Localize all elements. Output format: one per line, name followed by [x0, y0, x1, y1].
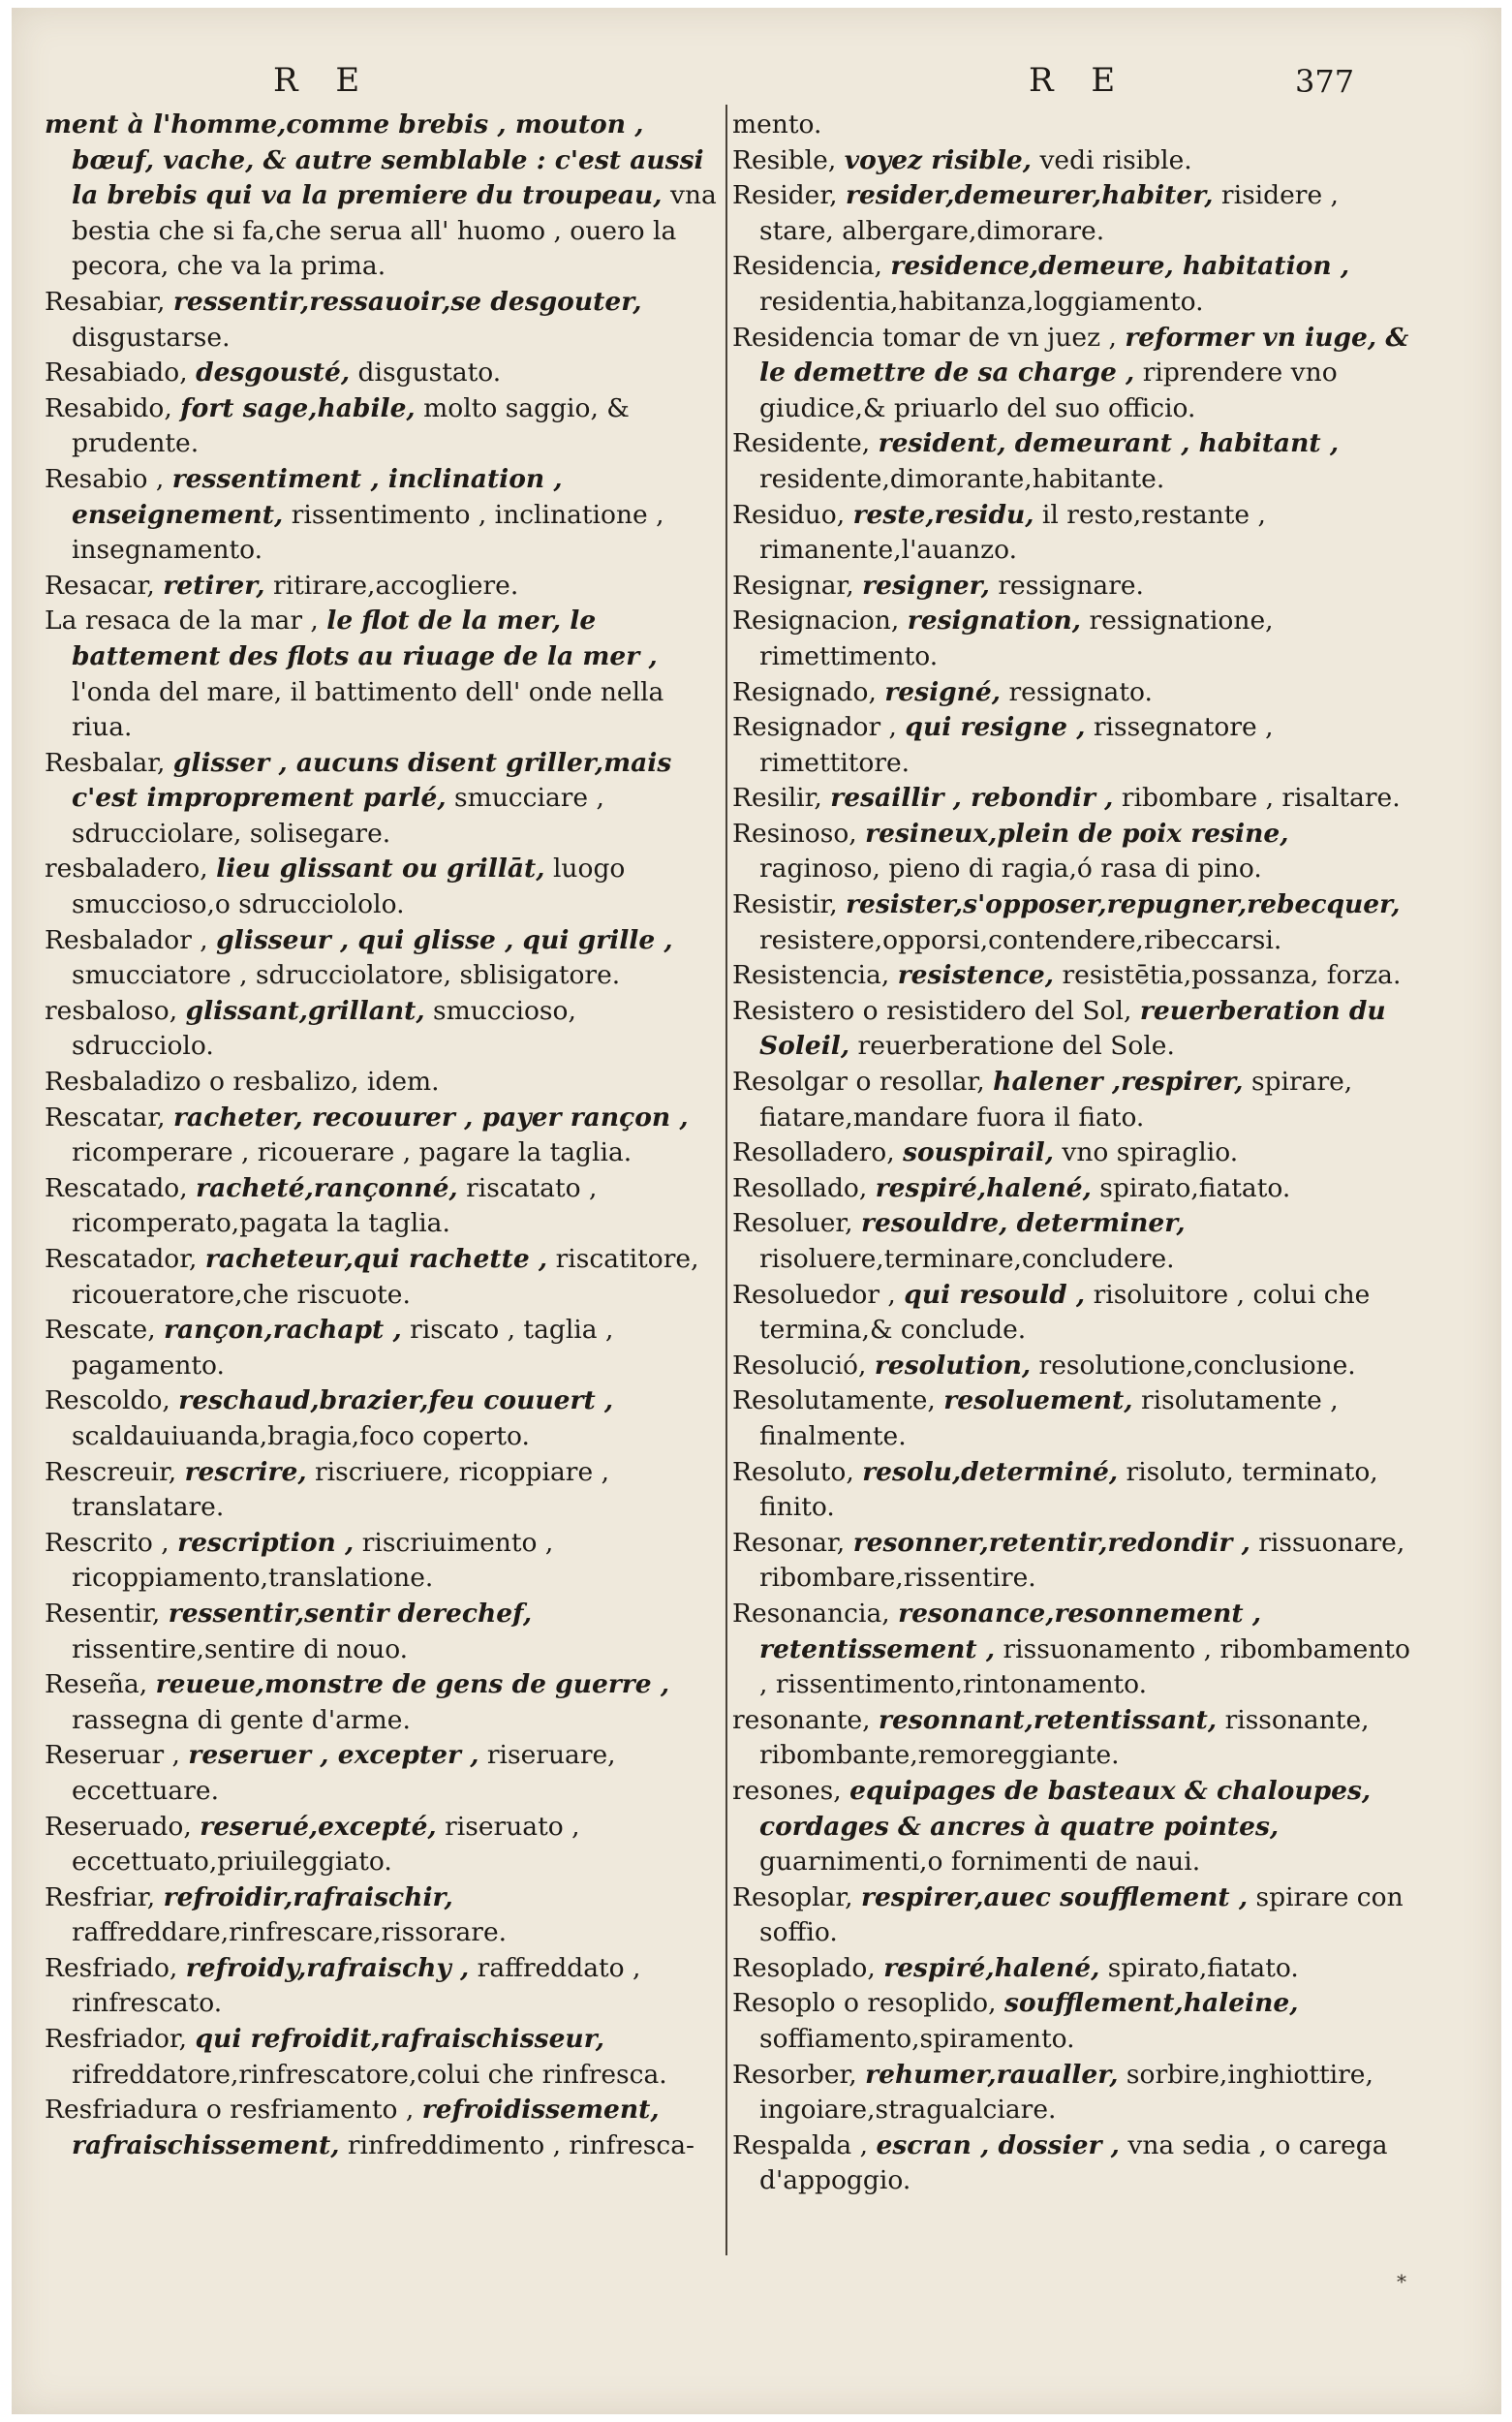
entry-italian: riscato , taglia , pagamento. — [72, 1315, 614, 1381]
dictionary-entry — [45, 108, 723, 285]
entry-french: resouldre, determiner, — [861, 1208, 1186, 1239]
dictionary-entry — [45, 1597, 723, 1667]
dictionary-entry — [45, 1738, 723, 1809]
entry-italian: raffreddare,rinfrescare,rissorare. — [72, 1917, 508, 1948]
entry-headword: Resonar, — [732, 1527, 846, 1558]
entry-french: qui resigne , — [905, 712, 1086, 743]
entry-headword: Rescatar, — [45, 1102, 166, 1133]
entry-italian: rassegna di gente d'arme. — [72, 1704, 411, 1735]
entry-italian: risolutamente , finalmente. — [759, 1385, 1339, 1451]
dictionary-entry — [732, 1703, 1410, 1774]
entry-headword: Rescatador, — [45, 1244, 198, 1274]
entry-headword: Rescate, — [45, 1315, 156, 1346]
entry-headword: Resolució, — [732, 1350, 867, 1381]
entry-italian: ressignare. — [998, 570, 1144, 601]
entry-italian: risoluitore , colui che termina,& conclude. — [759, 1279, 1371, 1346]
entry-headword: resones, — [732, 1775, 842, 1806]
entry-italian: sorbire,inghiottire, ingoiare,stragualciare. — [759, 2059, 1373, 2126]
entry-french: glisseur , qui glisse , qui grille , — [216, 924, 673, 955]
entry-italian: riseruare, eccettuare. — [72, 1740, 616, 1806]
dictionary-entry — [732, 143, 1410, 179]
entry-french: qui refroidit,rafraischisseur, — [195, 2024, 604, 2055]
entry-italian: smuccioso, sdrucciolo. — [72, 995, 576, 1062]
entry-french: racheteur,qui rachette , — [204, 1244, 548, 1274]
entry-italian: riprendere vno giudice,& priuarlo del suo officio. — [759, 357, 1338, 423]
entry-french: resister,s'opposer,repugner,rebecquer, — [846, 889, 1401, 920]
entry-french: fort sage,habile, — [180, 392, 416, 423]
dictionary-entry — [45, 1880, 723, 1951]
entry-french: rançon,rachapt , — [164, 1315, 402, 1346]
dictionary-entry — [732, 178, 1410, 249]
dictionary-entry — [732, 1880, 1410, 1951]
entry-headword: resbaladero, — [45, 854, 208, 885]
entry-headword: Respalda , — [732, 2129, 869, 2160]
dictionary-entry — [732, 1206, 1410, 1277]
page-number: 377 — [1295, 63, 1355, 100]
dictionary-entry — [732, 1171, 1410, 1207]
entry-french: resineux,plein de poix resine, — [865, 818, 1289, 849]
dictionary-entry — [45, 923, 723, 994]
entry-italian: risidere , stare, albergare,dimorare. — [759, 180, 1339, 246]
entry-french: escran , dossier , — [876, 2129, 1120, 2160]
dictionary-entry — [732, 887, 1410, 958]
dictionary-entry — [45, 1171, 723, 1242]
dictionary-entry — [45, 569, 723, 605]
entry-french: glissant,grillant, — [185, 995, 425, 1026]
entry-italian: ritirare,accogliere. — [272, 570, 519, 601]
left-column — [45, 108, 723, 2258]
entry-headword: Residente, — [732, 428, 871, 459]
entry-french: resignation, — [907, 606, 1082, 637]
entry-italian: rissonante, ribombante,remoreggiante. — [759, 1704, 1370, 1771]
dictionary-entry — [45, 356, 723, 391]
entry-headword: Residencia tomar de vn juez , — [732, 322, 1117, 353]
entry-italian: spirato,fiatato. — [1099, 1172, 1291, 1203]
entry-french: resolu,determiné, — [862, 1456, 1119, 1487]
dictionary-entry — [45, 1101, 723, 1171]
entry-french: residence,demeure, habitation , — [890, 251, 1350, 282]
dictionary-entry — [732, 426, 1410, 497]
dictionary-entry — [45, 1242, 723, 1313]
entry-headword: Resoluedor , — [732, 1279, 896, 1310]
entry-italian: luogo smuccioso,o sdrucciololo. — [72, 854, 626, 920]
dictionary-entry — [45, 1667, 723, 1738]
entry-italian: smucciare , sdrucciolare, solisegare. — [72, 783, 604, 849]
entry-french: rehumer,raualler, — [865, 2059, 1119, 2090]
entry-french: qui resould , — [904, 1279, 1086, 1310]
entry-french: rescription , — [177, 1527, 355, 1558]
entry-french: ressentiment , inclination , enseignement, — [72, 463, 563, 530]
entry-italian: riscriuimento , ricoppiamento,translatione. — [72, 1527, 554, 1594]
entry-headword: Resignacion, — [732, 606, 900, 637]
entry-headword: Resbaladizo o resbalizo, — [45, 1067, 359, 1098]
entry-headword: Residuo, — [732, 499, 846, 530]
entry-italian: riscatato , ricomperato,pagata la taglia. — [72, 1172, 598, 1239]
entry-french: reueue,monstre de gens de guerre , — [155, 1669, 670, 1700]
entry-italian: riseruato , eccettuato,priuileggiato. — [72, 1811, 580, 1878]
entry-french: ressentir,ressauoir,se desgouter, — [172, 286, 642, 317]
entry-french: racheter, recouurer , payer rançon , — [172, 1102, 689, 1133]
entry-headword: Reseruar , — [45, 1740, 180, 1771]
dictionary-entry — [45, 1810, 723, 1880]
entry-french: le flot de la mer, le battement des flots au riuage de la mer , — [72, 606, 658, 671]
entry-headword: Resignado, — [732, 676, 877, 707]
entry-headword: Resfriado, — [45, 1952, 178, 1983]
entry-italian: reuerberatione del Sole. — [857, 1031, 1175, 1062]
entry-headword: Resoluer, — [732, 1208, 853, 1239]
entry-headword: Resabiar, — [45, 286, 166, 317]
entry-french: rescrire, — [184, 1456, 307, 1487]
entry-french: reste,residu, — [852, 499, 1034, 530]
dictionary-entry — [732, 1455, 1410, 1526]
entry-french: reserué,excepté, — [200, 1811, 437, 1842]
entry-italian: il resto,restante , rimanente,l'auanzo. — [759, 499, 1266, 566]
entry-italian: rissegnatore , rimettitore. — [759, 712, 1274, 778]
entry-italian: vna bestia che si fa,che serua all' huomo , ouero la pecora, che va la prima. — [72, 180, 717, 282]
entry-italian: ribombare , risaltare. — [1121, 783, 1401, 814]
entry-italian: l'onda del mare, il battimento dell' onde nella riua. — [72, 676, 664, 743]
dictionary-page — [12, 8, 1501, 2414]
dictionary-entry — [732, 321, 1410, 427]
entry-headword: La resaca de la mar , — [45, 606, 319, 637]
dictionary-entry — [732, 1278, 1410, 1349]
entry-french: refroidy,rafraischy , — [185, 1952, 470, 1983]
entry-french: voyez risible, — [844, 144, 1033, 175]
entry-italian: rissuonamento , ribombamento , rissentimento,rintonamento. — [759, 1633, 1410, 1700]
entry-headword: Resacar, — [45, 570, 155, 601]
entry-french: glisser , aucuns disent griller,mais c'est improprement parlé, — [72, 747, 672, 814]
entry-french: racheté,rançonné, — [196, 1172, 458, 1203]
entry-italian: rifreddatore,rinfrescatore,colui che rinfresca. — [72, 2059, 667, 2090]
entry-headword: Resoplar, — [732, 1881, 853, 1912]
entry-italian: disgustarse. — [72, 322, 231, 353]
entry-headword: Resbalador , — [45, 924, 208, 955]
entry-italian: vno spiraglio. — [1062, 1137, 1239, 1168]
dictionary-entry — [732, 2058, 1410, 2128]
dictionary-entry — [45, 1313, 723, 1383]
entry-headword: Resolgar o resollar, — [732, 1067, 985, 1098]
entry-french: reformer vn iuge, & le demettre de sa charge , — [759, 322, 1409, 388]
dictionary-entry — [732, 498, 1410, 569]
entry-headword: Resible, — [732, 144, 837, 175]
dictionary-entry — [45, 285, 723, 356]
entry-headword: Rescoldo, — [45, 1385, 170, 1416]
column-divider — [725, 105, 727, 2255]
running-header — [12, 61, 1501, 109]
entry-headword: Reseruado, — [45, 1811, 192, 1842]
dictionary-entry — [732, 604, 1410, 674]
entry-headword: Resoluto, — [732, 1456, 854, 1487]
entry-headword: Resider, — [732, 180, 838, 211]
entry-italian: raffreddato , rinfrescato. — [72, 1952, 641, 2019]
entry-italian: residentia,habitanza,loggiamento. — [759, 286, 1204, 317]
dictionary-entry — [45, 1383, 723, 1454]
entry-french: ressentir,sentir derechef, — [168, 1598, 533, 1629]
entry-italian: vedi risible. — [1039, 144, 1192, 175]
entry-headword: Rescrito , — [45, 1527, 170, 1558]
entry-headword: Reseña, — [45, 1669, 148, 1700]
page-mark: * — [1397, 2270, 1406, 2293]
entry-headword: resonante, — [732, 1704, 871, 1735]
entry-french: soufflement,haleine, — [1003, 1988, 1299, 2019]
entry-french: reseruer , excepter , — [188, 1740, 479, 1771]
entry-italian: vna sedia , o carega d'appoggio. — [759, 2129, 1388, 2196]
dictionary-entry — [732, 1774, 1410, 1880]
entry-french: retirer, — [163, 570, 265, 601]
header-left-letters: R E — [273, 61, 374, 100]
dictionary-entry — [45, 852, 723, 922]
entry-italian: riscatitore, ricoueratore,che riscuote. — [72, 1244, 699, 1310]
entry-italian: risoluere,terminare,concludere. — [759, 1244, 1175, 1274]
entry-french: resigner, — [862, 570, 990, 601]
entry-french: respiré,halené, — [875, 1172, 1092, 1203]
entry-italian: ressignato. — [1008, 676, 1153, 707]
dictionary-entry — [732, 994, 1410, 1065]
entry-french: resolution, — [874, 1350, 1032, 1381]
entry-headword: Resoplo o resoplido, — [732, 1988, 997, 2019]
entry-headword: Resentir, — [45, 1598, 161, 1629]
entry-headword: Resabio , — [45, 463, 165, 494]
entry-italian: molto saggio, & prudente. — [72, 392, 630, 459]
entry-french: souspirail, — [903, 1137, 1054, 1168]
entry-french: resonnant,retentissant, — [879, 1704, 1218, 1735]
entry-italian: mento. — [732, 109, 822, 140]
entry-headword: Resabido, — [45, 392, 172, 423]
entry-french: respirer,auec soufflement , — [861, 1881, 1249, 1912]
entry-italian: spirare con soffio. — [759, 1881, 1404, 1948]
entry-italian: rissentimento , inclinatione , insegnamento. — [72, 499, 664, 566]
dictionary-entry — [45, 2093, 723, 2163]
entry-headword: Resollado, — [732, 1172, 868, 1203]
dictionary-entry — [732, 675, 1410, 711]
dictionary-entry — [45, 994, 723, 1065]
entry-italian: spirare, fiatare,mandare fuora il fiato. — [759, 1067, 1353, 1133]
dictionary-entry — [732, 958, 1410, 994]
entry-headword: Resfriar, — [45, 1881, 156, 1912]
dictionary-entry — [732, 249, 1410, 320]
entry-headword: Resinoso, — [732, 818, 857, 849]
entry-french: lieu glissant ou grillāt, — [216, 854, 545, 885]
entry-french: desgousté, — [196, 357, 351, 388]
dictionary-entry — [45, 1455, 723, 1526]
entry-french: reschaud,brazier,feu couuert , — [178, 1385, 614, 1416]
dictionary-entry — [45, 2022, 723, 2093]
entry-italian: resistētia,possanza, forza. — [1062, 960, 1402, 991]
entry-headword: Residencia, — [732, 251, 882, 282]
entry-headword: Resorber, — [732, 2059, 857, 2090]
entry-italian: spirato,fiatato. — [1107, 1952, 1299, 1983]
dictionary-entry — [45, 1065, 723, 1101]
entry-italian: soffiamento,spiramento. — [759, 2024, 1075, 2055]
dictionary-entry — [45, 604, 723, 745]
dictionary-entry — [732, 1383, 1410, 1454]
entry-italian: rissuonare, ribombare,rissentire. — [759, 1527, 1405, 1594]
dictionary-entry — [45, 1951, 723, 2022]
dictionary-entry — [732, 1065, 1410, 1135]
entry-headword: Resistir, — [732, 889, 838, 920]
entry-headword: resbaloso, — [45, 995, 178, 1026]
entry-italian: risoluto, terminato, finito. — [759, 1456, 1378, 1523]
entry-headword: Resonancia, — [732, 1598, 890, 1629]
dictionary-entry — [732, 781, 1410, 817]
dictionary-entry — [732, 1986, 1410, 2057]
entry-italian: raginoso, pieno di ragia,ó rasa di pino. — [759, 854, 1262, 885]
entry-french: resonner,retentir,redondir , — [852, 1527, 1250, 1558]
dictionary-entry — [732, 1951, 1410, 1987]
entry-headword: Resignador , — [732, 712, 897, 743]
entry-french: refroidir,rafraischir, — [163, 1881, 453, 1912]
entry-french: reuerberation du Soleil, — [759, 995, 1386, 1062]
entry-headword: Resolladero, — [732, 1137, 895, 1168]
entry-headword: Resbalar, — [45, 747, 166, 778]
entry-french: respiré,halené, — [883, 1952, 1100, 1983]
entry-headword: Resoplado, — [732, 1952, 876, 1983]
entry-headword: Resolutamente, — [732, 1385, 936, 1416]
entry-italian: rissentire,sentire di nouo. — [72, 1633, 409, 1664]
dictionary-entry — [732, 710, 1410, 781]
entry-headword: Resistero o resistidero del Sol, — [732, 995, 1132, 1026]
entry-italian: guarnimenti,o fornimenti de naui. — [759, 1847, 1201, 1878]
entry-french: equipages de basteaux & chaloupes, cordages & ancres à quatre pointes, — [759, 1775, 1372, 1842]
entry-french: resonance,resonnement , retentissement , — [759, 1598, 1262, 1664]
entry-french: resigné, — [884, 676, 1002, 707]
entry-italian: resistere,opporsi,contendere,ribeccarsi. — [759, 924, 1282, 955]
entry-headword: Resfriador, — [45, 2024, 188, 2055]
dictionary-entry — [45, 1526, 723, 1597]
entry-headword: Resilir, — [732, 783, 822, 814]
dictionary-entry — [732, 1526, 1410, 1597]
dictionary-entry — [45, 462, 723, 569]
entry-italian: smucciatore , sdrucciolatore, sblisigatore. — [72, 960, 621, 991]
entry-headword: Rescatado, — [45, 1172, 188, 1203]
entry-french: resoluement, — [943, 1385, 1133, 1416]
dictionary-entry — [45, 391, 723, 462]
entry-italian: rinfreddimento , rinfresca- — [347, 2129, 694, 2160]
dictionary-entry — [732, 569, 1410, 605]
entry-headword: Resistencia, — [732, 960, 890, 991]
entry-french: refroidissement, rafraischissement, — [72, 2095, 660, 2160]
entry-italian: riscriuere, ricoppiare , translatare. — [72, 1456, 609, 1523]
entry-french: resider,demeurer,habiter, — [845, 180, 1214, 211]
right-column — [732, 108, 1410, 2258]
entry-headword: Resfriadura o resfriamento , — [45, 2095, 415, 2126]
entry-italian: idem. — [366, 1067, 440, 1098]
entry-italian: scaldauiuanda,bragia,foco coperto. — [72, 1420, 530, 1451]
entry-headword: Resignar, — [732, 570, 854, 601]
header-right-letters: R E — [1029, 61, 1129, 100]
entry-french: halener ,respirer, — [993, 1067, 1244, 1098]
entry-headword: Resabiado, — [45, 357, 188, 388]
entry-italian: ressignatione, rimettimento. — [759, 606, 1274, 671]
dictionary-entry — [732, 108, 1410, 143]
entry-headword: Rescreuir, — [45, 1456, 177, 1487]
entry-french: resistence, — [897, 960, 1055, 991]
dictionary-entry — [732, 1597, 1410, 1703]
dictionary-entry — [45, 746, 723, 853]
dictionary-entry — [732, 1135, 1410, 1171]
dictionary-entry — [732, 1349, 1410, 1384]
entry-italian: resolutione,conclusione. — [1038, 1350, 1356, 1381]
dictionary-entry — [732, 817, 1410, 887]
entry-italian: residente,dimorante,habitante. — [759, 463, 1165, 494]
entry-french: ment à l'homme,comme brebis , mouton , bœuf, vache, & autre semblable : c'est aussi la brebis qui va la premiere du troupeau, — [45, 109, 704, 211]
entry-french: resaillir , rebondir , — [830, 783, 1114, 814]
entry-french: resident, demeurant , habitant , — [878, 428, 1340, 459]
dictionary-entry — [732, 2128, 1410, 2199]
entry-italian: ricomperare , ricouerare , pagare la taglia. — [72, 1137, 633, 1168]
entry-italian: disgustato. — [357, 357, 502, 388]
